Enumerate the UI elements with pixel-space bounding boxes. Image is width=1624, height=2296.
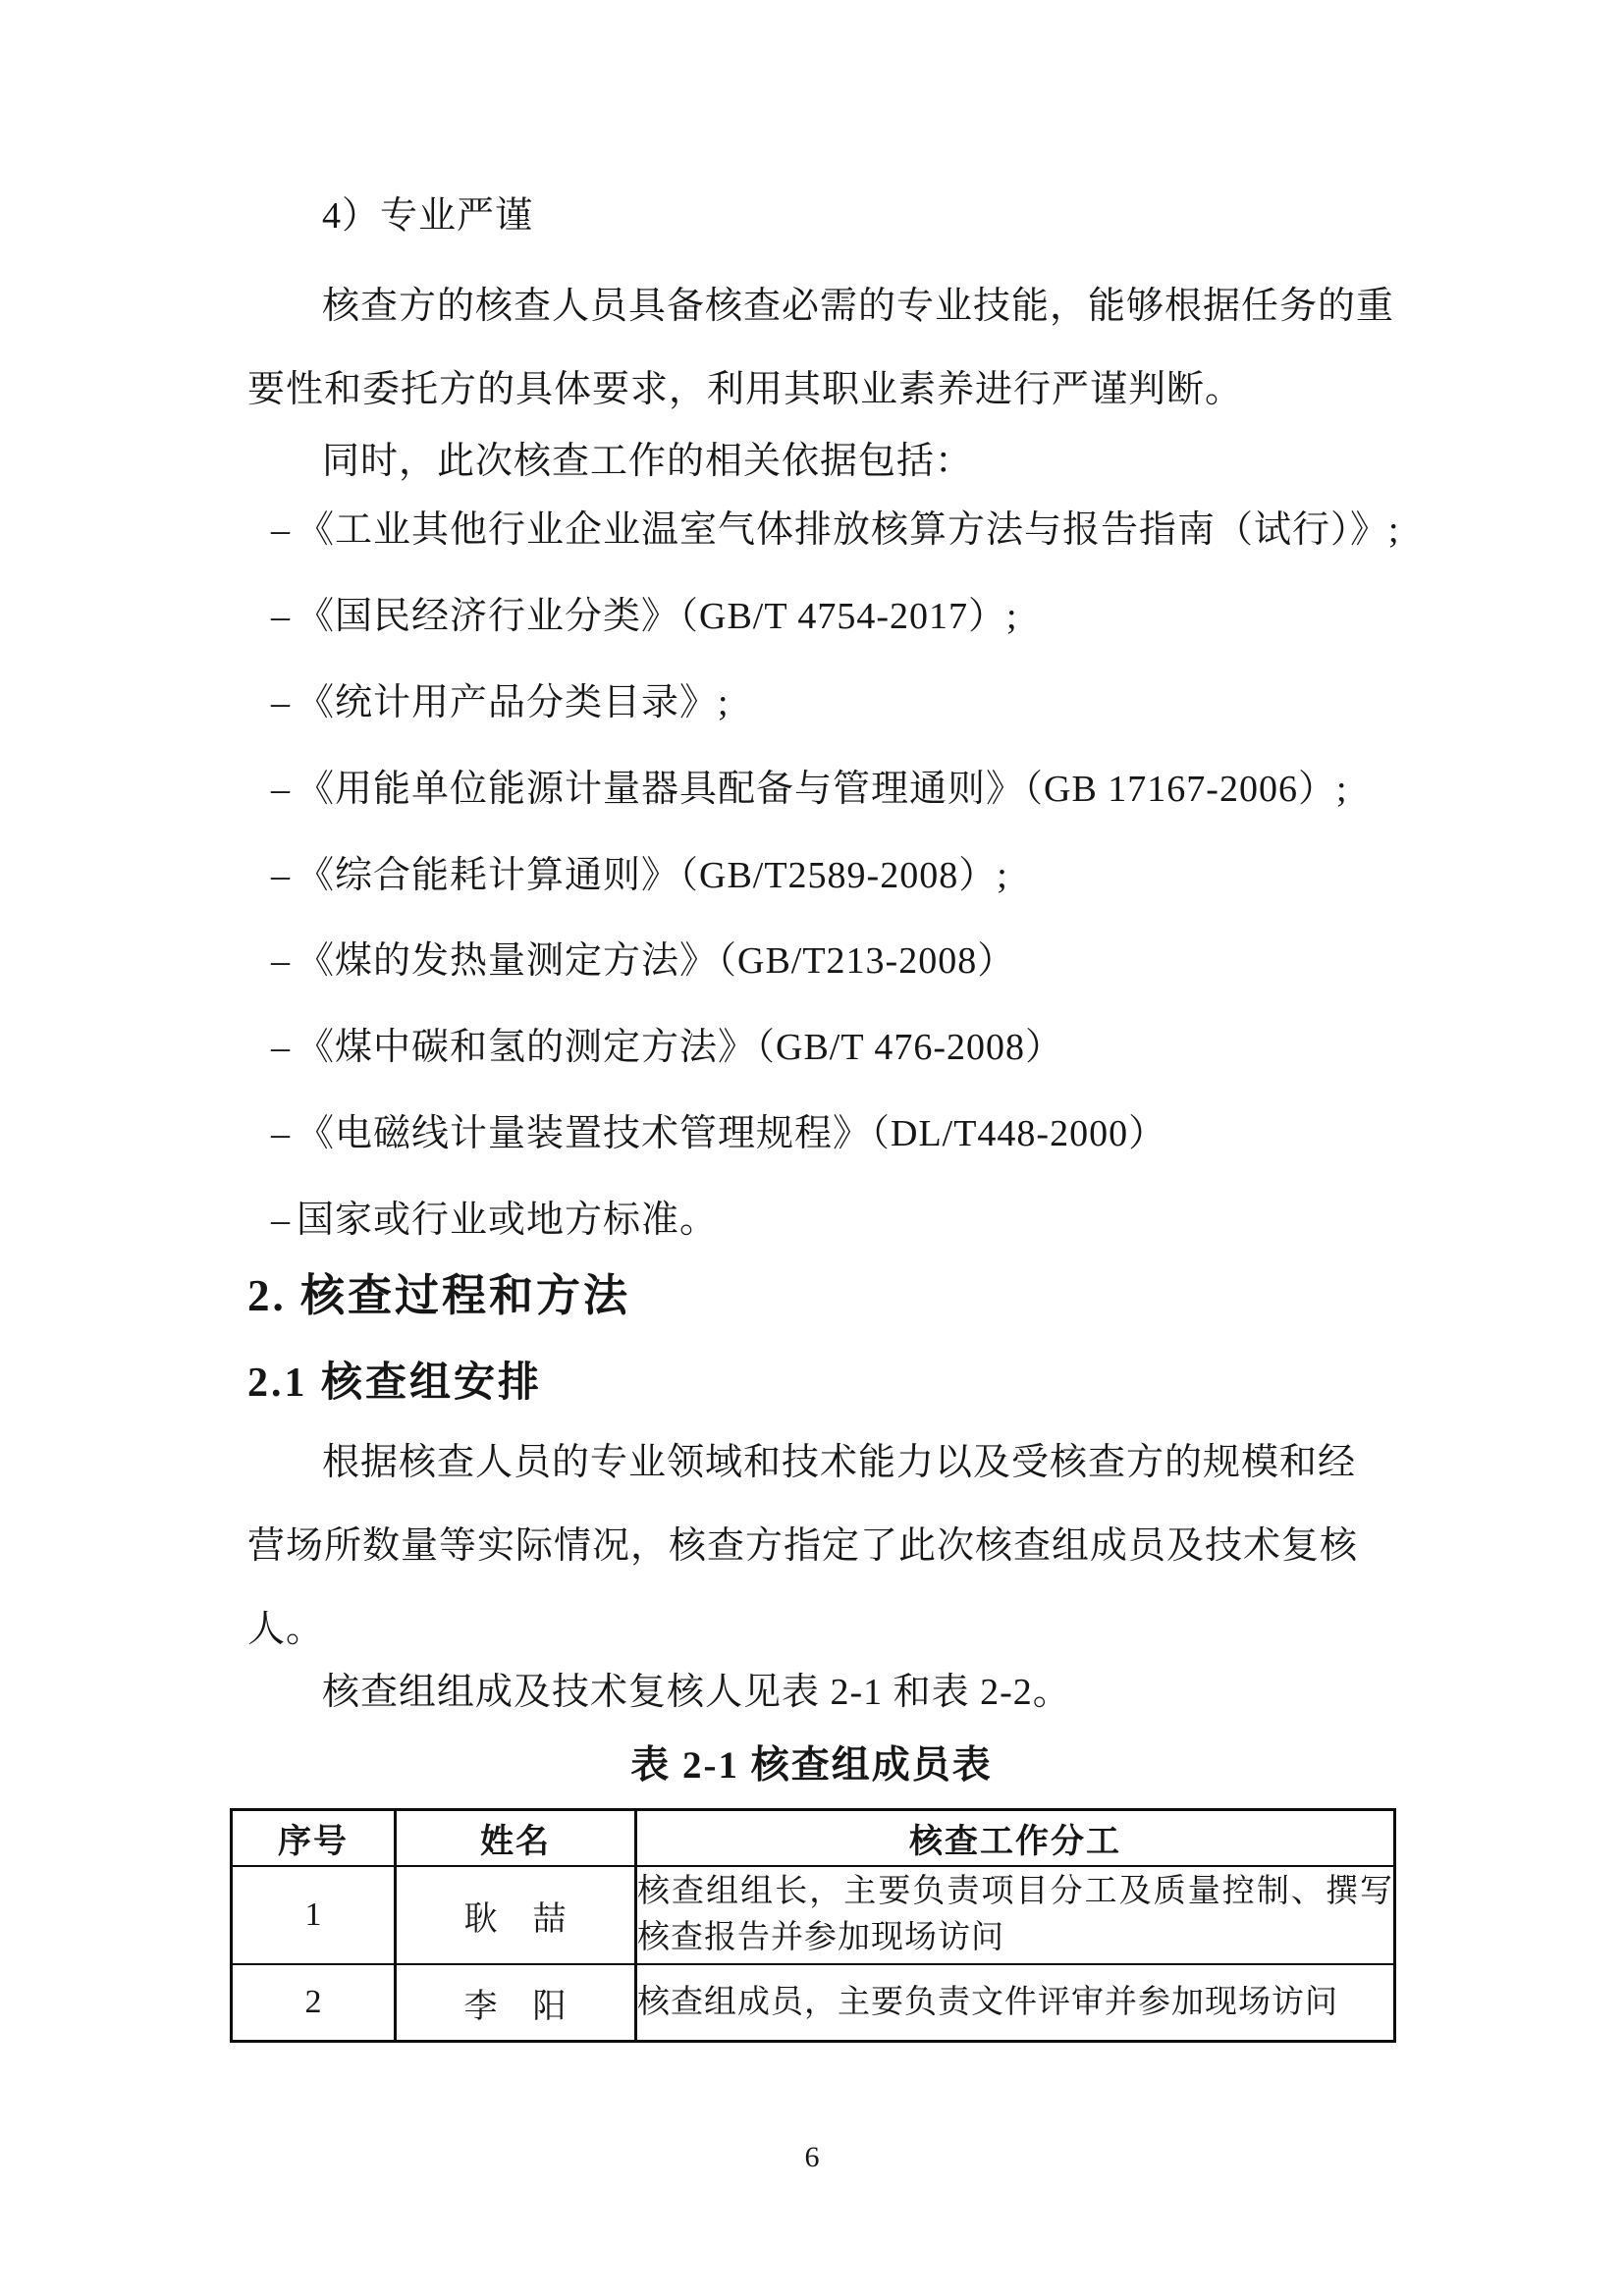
reference-item [247, 766, 1348, 813]
reference-item [247, 593, 1018, 640]
table-row [232, 1964, 1395, 2042]
reference-item [247, 1024, 1063, 1071]
list-dash: – [271, 940, 291, 982]
reference-item [247, 937, 1015, 985]
reference-text: 《工业其他行业企业温室气体排放核算方法与报告指南（试行）》; [297, 509, 1400, 551]
cell-name: 耿 喆 [396, 1866, 636, 1964]
table-caption: 表 2-1 核查组成员表 [630, 1744, 993, 1787]
list-dash: – [271, 509, 291, 551]
subsection-heading: 2.1 核查组安排 [247, 1361, 543, 1406]
paragraph-line: 根据核查人员的专业领域和技术能力以及受核查方的规模和经 [322, 1442, 1357, 1483]
reference-text: 《煤的发热量测定方法》（GB/T213-2008） [297, 940, 1016, 982]
list-dash: – [271, 1200, 291, 1241]
paragraph-line: 核查方的核查人员具备核查必需的专业技能，能够根据任务的重 [322, 286, 1395, 327]
list-dash: – [271, 769, 291, 810]
paragraph-line: 营场所数量等实际情况，核查方指定了此次核查组成员及技术复核 [247, 1525, 1359, 1567]
reference-item [247, 507, 1400, 554]
list-dash: – [271, 1027, 291, 1068]
reference-text: 《综合能耗计算通则》（GB/T2589-2008）; [297, 855, 1008, 896]
page-number: 6 [804, 2141, 820, 2173]
reference-text: 《煤中碳和氢的测定方法》（GB/T 476-2008） [297, 1027, 1064, 1068]
table-row [232, 1866, 1395, 1964]
cell-duty: 核查组组长，主要负责项目分工及质量控制、撰写核查报告并参加现场访问 [636, 1866, 1395, 1964]
reference-item [247, 679, 730, 726]
subsection-heading: 4）专业严谨 [322, 195, 534, 237]
members-table [230, 1808, 1396, 2043]
reference-item [247, 1197, 718, 1244]
paragraph-line: 人。 [247, 1609, 325, 1650]
list-dash: – [271, 682, 291, 723]
col-header-duty: 核查工作分工 [636, 1810, 1395, 1867]
cell-no: 1 [232, 1866, 396, 1964]
section-heading: 2. 核查过程和方法 [247, 1271, 631, 1320]
reference-item [247, 1110, 1166, 1157]
reference-text: 《电磁线计量装置技术管理规程》（DL/T448-2000） [297, 1113, 1167, 1154]
paragraph-line: 核查组组成及技术复核人见表 2-1 和表 2-2。 [322, 1672, 1071, 1713]
cell-duty: 核查组成员，主要负责文件评审并参加现场访问 [636, 1964, 1395, 2042]
table-header-row [232, 1810, 1395, 1867]
paragraph-line: 同时，此次核查工作的相关依据包括： [322, 441, 974, 482]
list-dash: – [271, 855, 291, 896]
reference-text: 《国民经济行业分类》（GB/T 4754-2017）; [297, 596, 1018, 637]
cell-name: 李 阳 [396, 1964, 636, 2042]
cell-no: 2 [232, 1964, 396, 2042]
col-header-no: 序号 [232, 1810, 396, 1867]
list-dash: – [271, 596, 291, 637]
col-header-name: 姓名 [396, 1810, 636, 1867]
reference-text: 国家或行业或地方标准。 [297, 1200, 719, 1241]
paragraph-line: 要性和委托方的具体要求，利用其职业素养进行严谨判断。 [247, 369, 1244, 410]
reference-text: 《统计用产品分类目录》; [297, 682, 730, 723]
reference-text: 《用能单位能源计量器具配备与管理通则》（GB 17167-2006）; [297, 769, 1348, 810]
reference-item [247, 852, 1008, 899]
list-dash: – [271, 1113, 291, 1154]
